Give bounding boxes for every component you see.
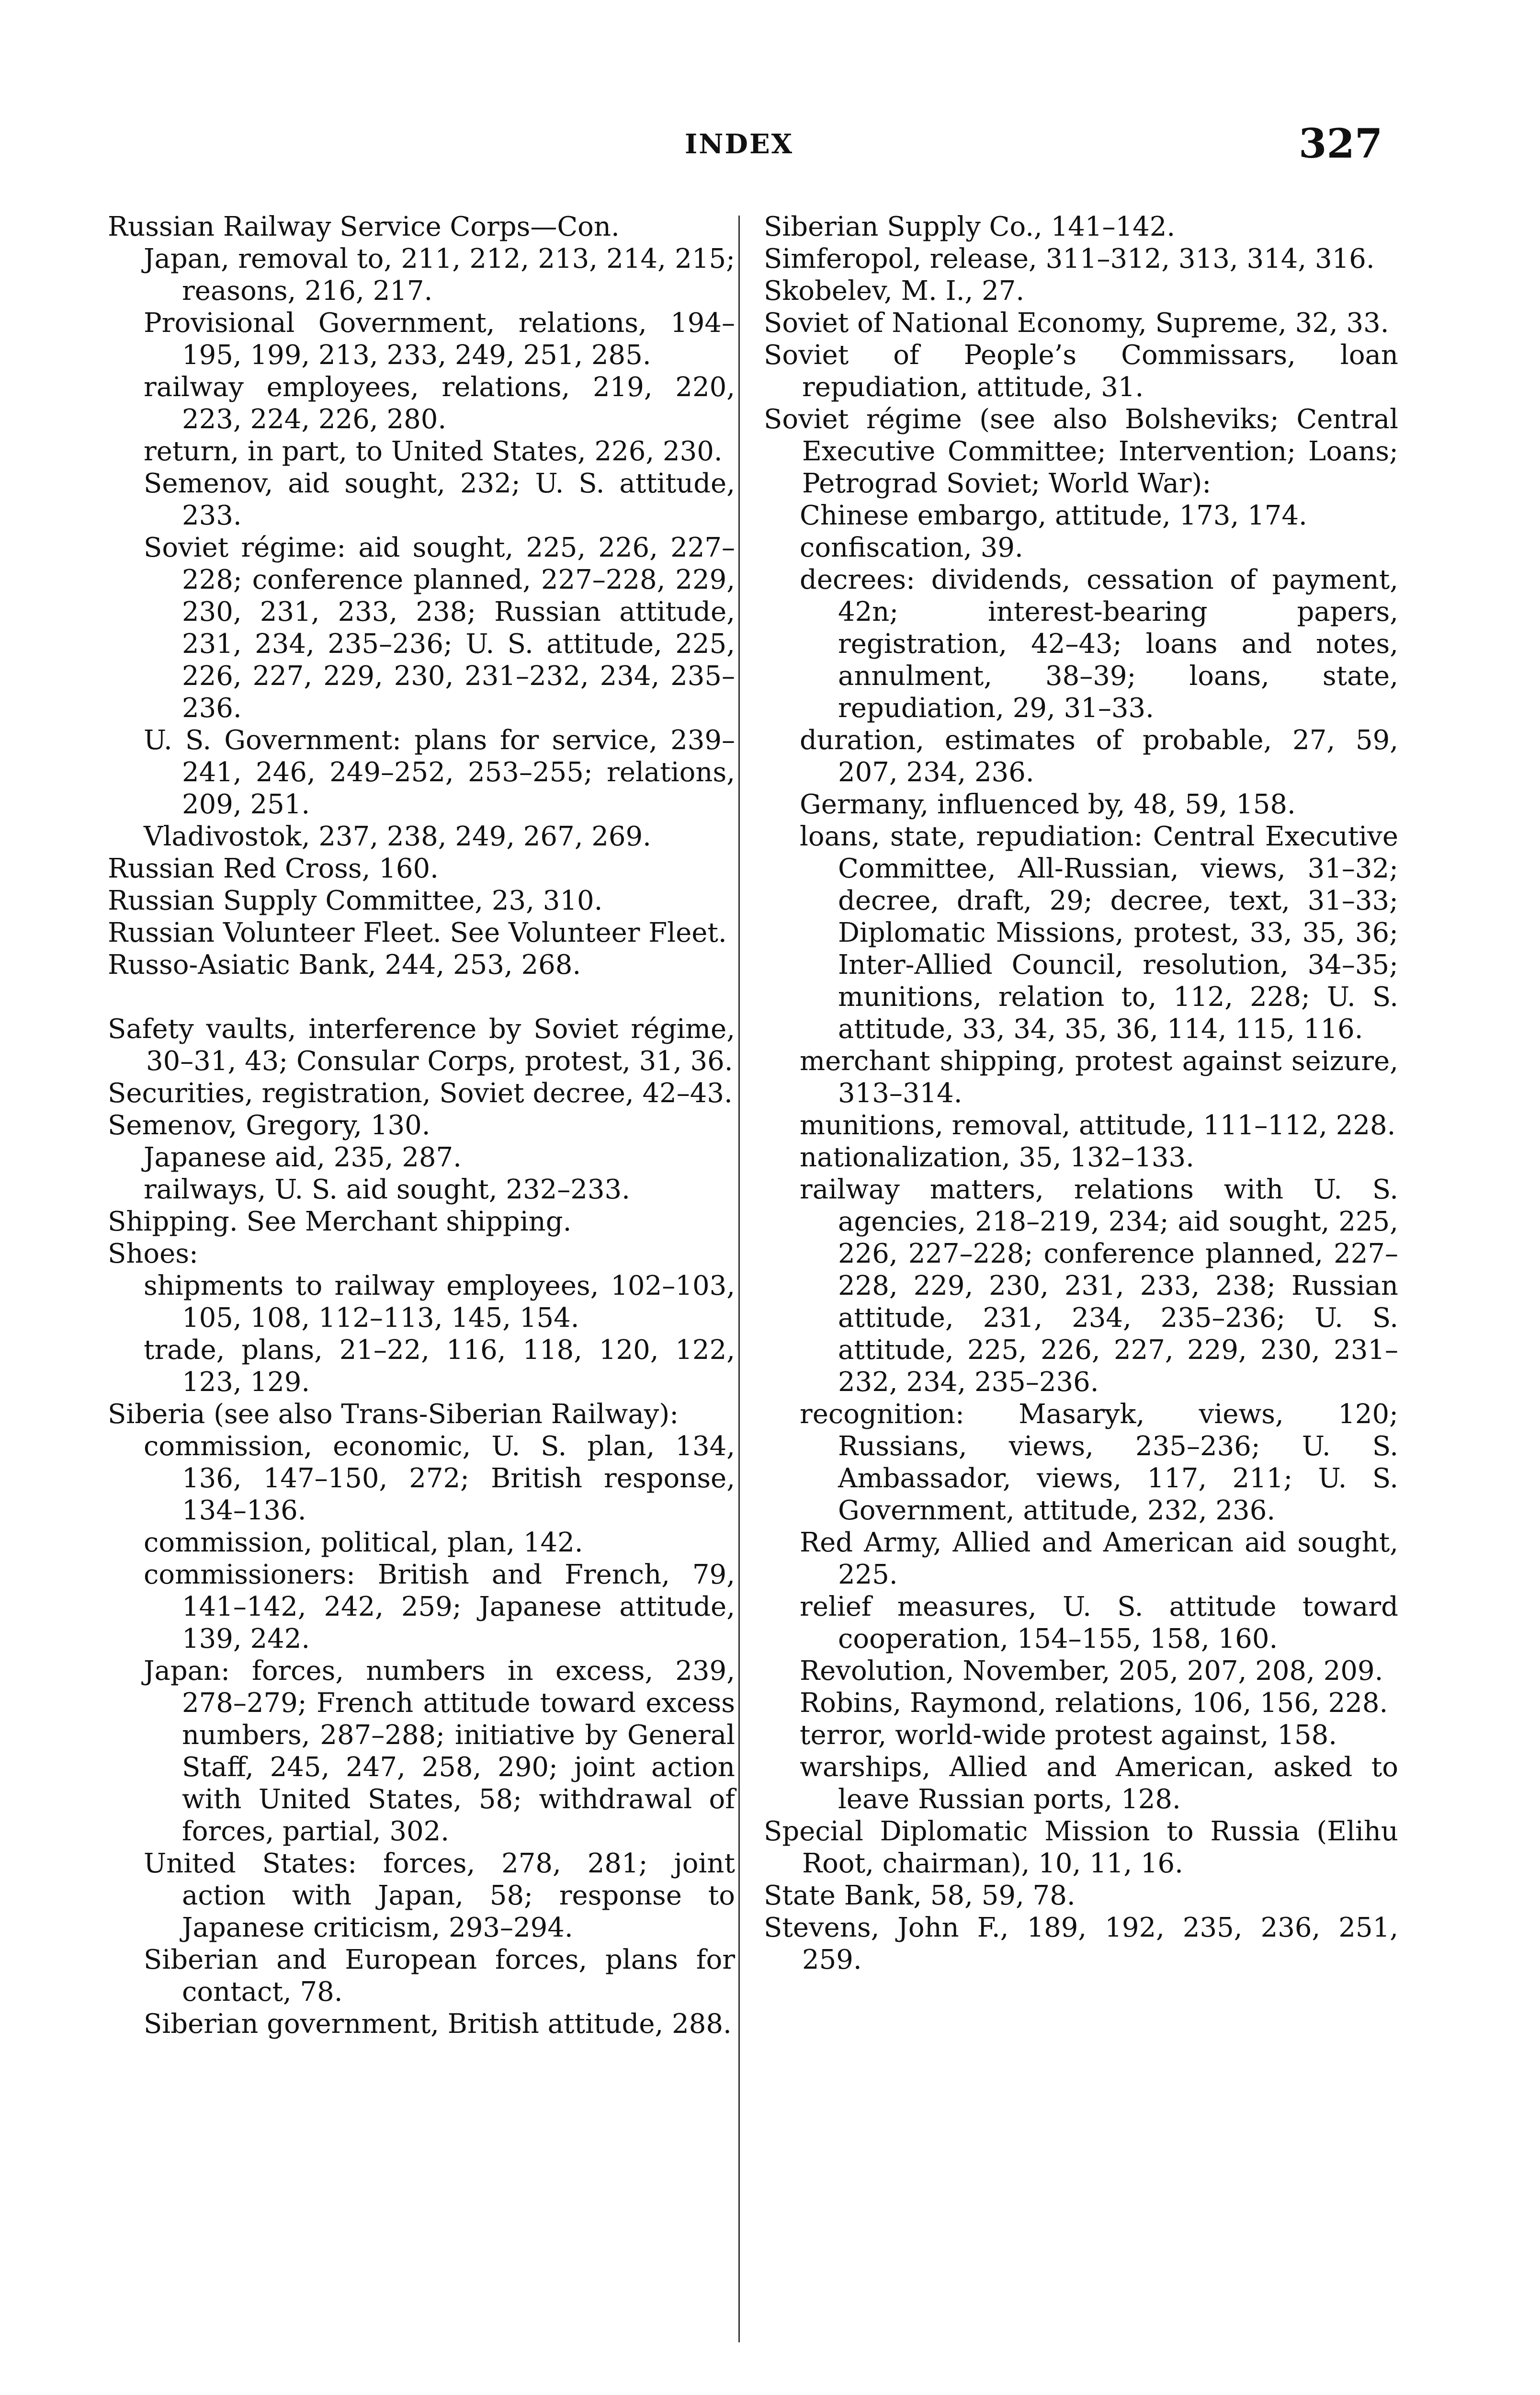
column-divider <box>738 216 740 2342</box>
section-gap <box>108 981 735 1013</box>
index-subentry: Japanese aid, 235, 287. <box>144 1142 462 1173</box>
index-entry: Siberian Supply Co., 141–142. <box>764 211 1176 242</box>
index-entry: Russian Railway Service Corps—Con. <box>108 211 620 242</box>
index-subentry: U. S. Government: plans for service, 239–241, 246, 249–252, 253–255; relations, 209, 251. <box>144 725 735 820</box>
index-entry: Soviet of National Economy, Supreme, 32, 33. <box>764 308 1389 339</box>
index-entry: State Bank, 58, 59, 78. <box>764 1880 1076 1911</box>
index-subentry: Robins, Raymond, relations, 106, 156, 228. <box>800 1688 1388 1719</box>
index-subentry: railway employees, relations, 219, 220, 223, 224, 226, 280. <box>144 372 735 435</box>
index-entry: Shoes: <box>108 1238 198 1269</box>
index-entry: Russian Red Cross, 160. <box>108 853 439 884</box>
page-number: 327 <box>1299 120 1383 167</box>
index-subentry: Germany, influenced by, 48, 59, 158. <box>800 789 1296 820</box>
index-subentry: Japan, removal to, 211, 212, 213, 214, 215; reasons, 216, 217. <box>144 243 735 307</box>
index-entry: Simferopol, release, 311–312, 313, 314, 316. <box>764 243 1375 274</box>
index-subentry: Siberian and European forces, plans for contact, 78. <box>144 1944 735 2007</box>
index-subentry: commission, economic, U. S. plan, 134, 136, 147–150, 272; British response, 134–136. <box>144 1431 735 1526</box>
index-column-right <box>764 211 1398 1976</box>
page-header-title: INDEX <box>685 128 794 160</box>
index-subentry: loans, state, repudiation: Central Executive Committee, All-Russian, views, 31–32; decree, draft, 29; decree, text, 31–33; Diplomatic Missions, protest, 33, 35, 36; Inter-Allied Council, resolution, 34–35; munitions, relation to, 112, 228; U. S. attitude, 33, 34, 35, 36, 114, 115, 116. <box>800 821 1398 1045</box>
index-subentry: railways, U. S. aid sought, 232–233. <box>144 1174 630 1205</box>
index-column-left <box>108 211 735 2040</box>
index-subentry: Revolution, November, 205, 207, 208, 209. <box>800 1655 1383 1687</box>
index-subentry: railway matters, relations with U. S. agencies, 218–219, 234; aid sought, 225, 226, 227–228; conference planned, 227–228, 229, 230, 231, 233, 238; Russian attitude, 231, 234, 235–236; U. S. attitude, 225, 226, 227, 229, 230, 231–232, 234, 235–236. <box>800 1174 1398 1398</box>
index-subentry: trade, plans, 21–22, 116, 118, 120, 122, 123, 129. <box>144 1334 735 1398</box>
index-subentry: decrees: dividends, cessation of payment, 42n; interest-bearing papers, registration, 42–43; loans and notes, annulment, 38–39; loans, state, repudiation, 29, 31–33. <box>800 564 1398 724</box>
index-entry: Siberia (see also Trans-Siberian Railway): <box>108 1399 679 1430</box>
index-entry: Stevens, John F., 189, 192, 235, 236, 251, 259. <box>764 1912 1398 1975</box>
index-subentry: merchant shipping, protest against seizure, 313–314. <box>800 1046 1398 1109</box>
index-entry: Russian Supply Committee, 23, 310. <box>108 885 603 916</box>
index-entry: Russian Volunteer Fleet. See Volunteer Fleet. <box>108 917 727 948</box>
index-subentry: duration, estimates of probable, 27, 59, 207, 234, 236. <box>800 725 1398 788</box>
index-entry: Shipping. See Merchant shipping. <box>108 1206 572 1237</box>
index-entry: Securities, registration, Soviet decree, 42–43. <box>108 1078 733 1109</box>
index-subentry: shipments to railway employees, 102–103, 105, 108, 112–113, 145, 154. <box>144 1270 735 1334</box>
index-subentry: Chinese embargo, attitude, 173, 174. <box>800 500 1307 531</box>
index-entry: Soviet of People’s Commissars, loan repudiation, attitude, 31. <box>764 340 1398 403</box>
index-entry: Russo-Asiatic Bank, 244, 253, 268. <box>108 949 581 981</box>
index-entry: Safety vaults, interference by Soviet régime, 30–31, 43; Consular Corps, protest, 31, 36. <box>108 1014 735 1077</box>
index-subentry: commission, political, plan, 142. <box>144 1527 583 1558</box>
index-subentry: confiscation, 39. <box>800 532 1023 563</box>
index-subentry: nationalization, 35, 132–133. <box>800 1142 1194 1173</box>
index-subentry: warships, Allied and American, asked to leave Russian ports, 128. <box>800 1752 1398 1815</box>
index-subentry: Semenov, aid sought, 232; U. S. attitude, 233. <box>144 468 735 531</box>
index-subentry: United States: forces, 278, 281; joint action with Japan, 58; response to Japanese criticism, 293–294. <box>144 1848 735 1943</box>
index-entry: Semenov, Gregory, 130. <box>108 1110 430 1141</box>
index-subentry: Red Army, Allied and American aid sought, 225. <box>800 1527 1398 1590</box>
index-subentry: Soviet régime: aid sought, 225, 226, 227–228; conference planned, 227–228, 229, 230, 231, 233, 238; Russian attitude, 231, 234, 235–236; U. S. attitude, 225, 226, 227, 229, 230, 231–232, 234, 235–236. <box>144 532 735 724</box>
index-subentry: commissioners: British and French, 79, 141–142, 242, 259; Japanese attitude, 139, 242. <box>144 1559 735 1654</box>
index-entry: Soviet régime (see also Bolsheviks; Central Executive Committee; Intervention; Loans; Petrograd Soviet; World War): <box>764 404 1398 499</box>
index-subentry: Japan: forces, numbers in excess, 239, 278–279; French attitude toward excess numbers, 287–288; initiative by General Staff, 245, 247, 258, 290; joint action with United States, 58; withdrawal of forces, partial, 302. <box>144 1655 735 1847</box>
index-subentry: terror, world-wide protest against, 158. <box>800 1720 1337 1751</box>
index-subentry: Siberian government, British attitude, 288. <box>144 2008 732 2040</box>
index-subentry: recognition: Masaryk, views, 120; Russians, views, 235–236; U. S. Ambassador, views, 117, 211; U. S. Government, attitude, 232, 236. <box>800 1399 1398 1526</box>
index-subentry: Provisional Government, relations, 194–195, 199, 213, 233, 249, 251, 285. <box>144 308 735 371</box>
index-subentry: return, in part, to United States, 226, 230. <box>144 436 723 467</box>
index-subentry: Vladivostok, 237, 238, 249, 267, 269. <box>144 821 651 852</box>
index-subentry: munitions, removal, attitude, 111–112, 228. <box>800 1110 1396 1141</box>
index-subentry: relief measures, U. S. attitude toward cooperation, 154–155, 158, 160. <box>800 1591 1398 1654</box>
index-entry: Special Diplomatic Mission to Russia (Elihu Root, chairman), 10, 11, 16. <box>764 1816 1398 1879</box>
index-entry: Skobelev, M. I., 27. <box>764 275 1025 307</box>
